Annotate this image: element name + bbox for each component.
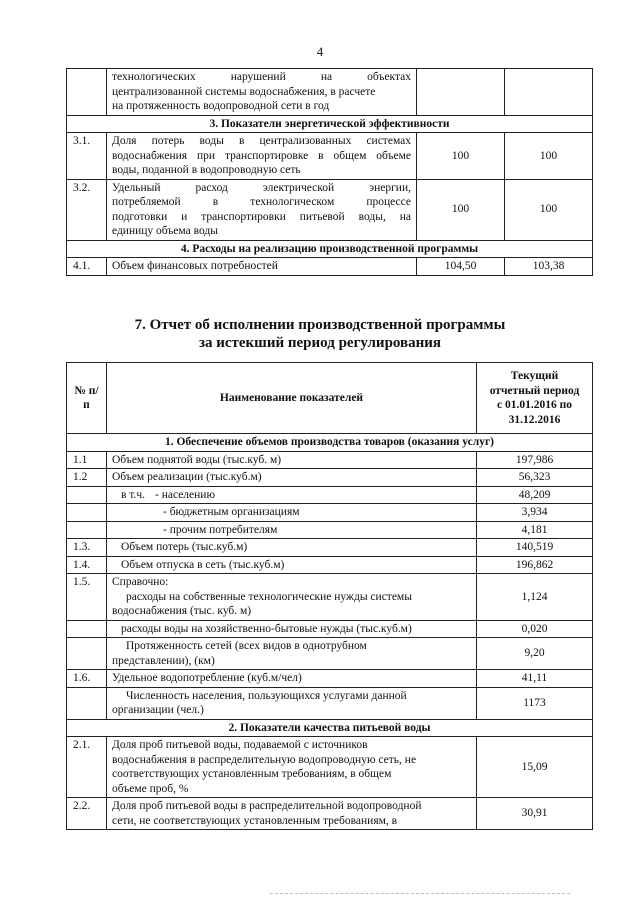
row-number: 3.2. <box>67 179 107 240</box>
row-number <box>67 69 107 116</box>
text-line: соответствующих установленным требованиям, в общем <box>112 768 392 780</box>
text-line: воды, поданной в водопроводную сеть <box>112 164 301 176</box>
table-row <box>67 620 593 638</box>
text-line: Справочно: <box>112 576 169 588</box>
report-title <box>0 316 640 352</box>
row-number: 4.1. <box>67 258 107 276</box>
text-line: водоснабжения при транспортировке в общем объеме <box>112 149 411 162</box>
page-number: 4 <box>316 44 324 59</box>
energy-efficiency-table <box>66 68 593 276</box>
value-cell: 56,323 <box>477 469 593 487</box>
indicator-name <box>107 69 417 116</box>
row-number: 1.2 <box>67 469 107 487</box>
header-period-line: с 01.01.2016 по <box>497 399 572 411</box>
text-line: Доля проб питьевой воды в распределительной водопроводной <box>112 800 422 812</box>
row-number: 1.6. <box>67 670 107 688</box>
text-line: подготовки и транспортировки питьевой воды, на <box>112 210 411 223</box>
value-cell: 100 <box>417 133 505 180</box>
table-row <box>67 469 593 487</box>
table-row <box>67 737 593 798</box>
including-prefix: в т.ч. <box>121 488 145 501</box>
value-cell: 30,91 <box>477 798 593 830</box>
text-line: водоснабжения в распределительную водопроводную сеть, не <box>112 753 417 766</box>
value-cell: 48,209 <box>477 486 593 504</box>
indicator-name: Объем реализации (тыс.куб.м) <box>107 469 477 487</box>
table-row <box>67 798 593 830</box>
value-cell: 4,181 <box>477 521 593 539</box>
section-4-title: 4. Расходы на реализацию производственной программы <box>67 240 593 258</box>
row-number <box>67 521 107 539</box>
indicator-name <box>107 737 477 798</box>
value-cell: 0,020 <box>477 620 593 638</box>
table-row <box>67 521 593 539</box>
table-row <box>67 258 593 276</box>
row-number <box>67 486 107 504</box>
row-number: 1.5. <box>67 574 107 621</box>
indicator-name: - бюджетным организациям <box>107 504 477 522</box>
value-cell: 41,11 <box>477 670 593 688</box>
row-number <box>67 504 107 522</box>
value-cell: 103,38 <box>505 258 593 276</box>
table-row <box>67 133 593 180</box>
page-bottom-divider <box>270 893 570 894</box>
table-row <box>67 574 593 621</box>
table-row <box>67 486 593 504</box>
section-3-title: 3. Показатели энергетической эффективности <box>67 115 593 133</box>
indicator-name: Объем финансовых потребностей <box>107 258 417 276</box>
section-1-title: 1. Обеспечение объемов производства товаров (оказания услуг) <box>67 434 593 452</box>
table-row <box>67 670 593 688</box>
text-line: организации (чел.) <box>112 704 204 716</box>
value-cell: 104,50 <box>417 258 505 276</box>
row-number: 1.3. <box>67 539 107 557</box>
text-line: Доля проб питьевой воды, подаваемой с источников <box>112 739 368 751</box>
row-number <box>67 620 107 638</box>
table-row <box>67 687 593 719</box>
text-line: Доля потерь воды в централизованных системах <box>112 135 411 147</box>
indicator-name <box>107 687 477 719</box>
value-cell <box>417 69 505 116</box>
text-line: Численность населения, пользующихся услугами данной <box>126 689 407 702</box>
indicator-name: Объем потерь (тыс.куб.м) <box>107 539 477 557</box>
row-number <box>67 687 107 719</box>
text-line: потребляемой в технологическом процессе <box>112 196 411 208</box>
section-2-title: 2. Показатели качества питьевой воды <box>67 719 593 737</box>
table-row <box>67 451 593 469</box>
indicator-name <box>107 133 417 180</box>
indicator-name <box>107 486 477 504</box>
section-header-row <box>67 115 593 133</box>
text-line: Удельный расход электрической энергии, <box>112 181 411 194</box>
indicator-name: Удельное водопотребление (куб.м/чел) <box>107 670 477 688</box>
indicator-name <box>107 179 417 240</box>
header-number: № п/п <box>67 363 107 434</box>
row-number: 2.1. <box>67 737 107 798</box>
row-number: 1.4. <box>67 556 107 574</box>
value-cell: 1173 <box>477 687 593 719</box>
header-period <box>477 363 593 434</box>
header-name: Наименование показателей <box>107 363 477 434</box>
indicator-name: расходы воды на хозяйственно-бытовые нужды (тыс.куб.м) <box>107 620 477 638</box>
indicator-name <box>107 574 477 621</box>
text-line: представлении), (км) <box>112 654 215 667</box>
text-line: водоснабжения (тыс. куб. м) <box>112 605 252 617</box>
value-cell: 100 <box>417 179 505 240</box>
value-cell: 15,09 <box>477 737 593 798</box>
indicator-name: Объем поднятой воды (тыс.куб. м) <box>107 451 477 469</box>
text-line: на протяженность водопроводной сети в год <box>112 100 330 112</box>
row-number: 3.1. <box>67 133 107 180</box>
header-period-line: отчетный период <box>489 384 580 397</box>
text-line: единицу объема воды <box>112 225 218 237</box>
text-line: расходы на собственные технологические нужды системы <box>126 590 412 603</box>
text-line: технологических нарушений на объектах <box>112 71 411 83</box>
indicator-name <box>107 798 477 830</box>
value-cell: 100 <box>505 133 593 180</box>
section-header-row <box>67 719 593 737</box>
indicator-name <box>107 638 477 670</box>
program-report-table <box>66 362 593 830</box>
indicator-name: Объем отпуска в сеть (тыс.куб.м) <box>107 556 477 574</box>
value-cell <box>505 69 593 116</box>
table-header-row <box>67 363 593 434</box>
text-line: Протяженность сетей (всех видов в однотрубном <box>126 640 367 652</box>
text-line: сети, не соответствующих установленным требованиям, в <box>112 814 398 827</box>
value-cell: 9,20 <box>477 638 593 670</box>
value-cell: 1,124 <box>477 574 593 621</box>
row-number <box>67 638 107 670</box>
text-line: объеме проб, % <box>112 782 189 795</box>
value-cell: 3,934 <box>477 504 593 522</box>
subitem-label: - населению <box>155 488 216 501</box>
header-period-line: Текущий <box>510 370 559 382</box>
table-row <box>67 179 593 240</box>
table-row <box>67 69 593 116</box>
value-cell: 100 <box>505 179 593 240</box>
indicator-name: - прочим потребителям <box>107 521 477 539</box>
report-title-line-1: 7. Отчет об исполнении производственной программы <box>134 317 506 333</box>
table-row <box>67 539 593 557</box>
value-cell: 140,519 <box>477 539 593 557</box>
text-line: централизованной системы водоснабжения, в расчете <box>112 85 376 98</box>
value-cell: 196,862 <box>477 556 593 574</box>
row-number: 1.1 <box>67 451 107 469</box>
section-header-row <box>67 434 593 452</box>
report-title-line-2: за истекший период регулирования <box>198 335 442 351</box>
header-period-line: 31.12.2016 <box>508 413 561 426</box>
value-cell: 197,986 <box>477 451 593 469</box>
table-row <box>67 638 593 670</box>
row-number: 2.2. <box>67 798 107 830</box>
table-row <box>67 504 593 522</box>
table-row <box>67 556 593 574</box>
section-header-row <box>67 240 593 258</box>
